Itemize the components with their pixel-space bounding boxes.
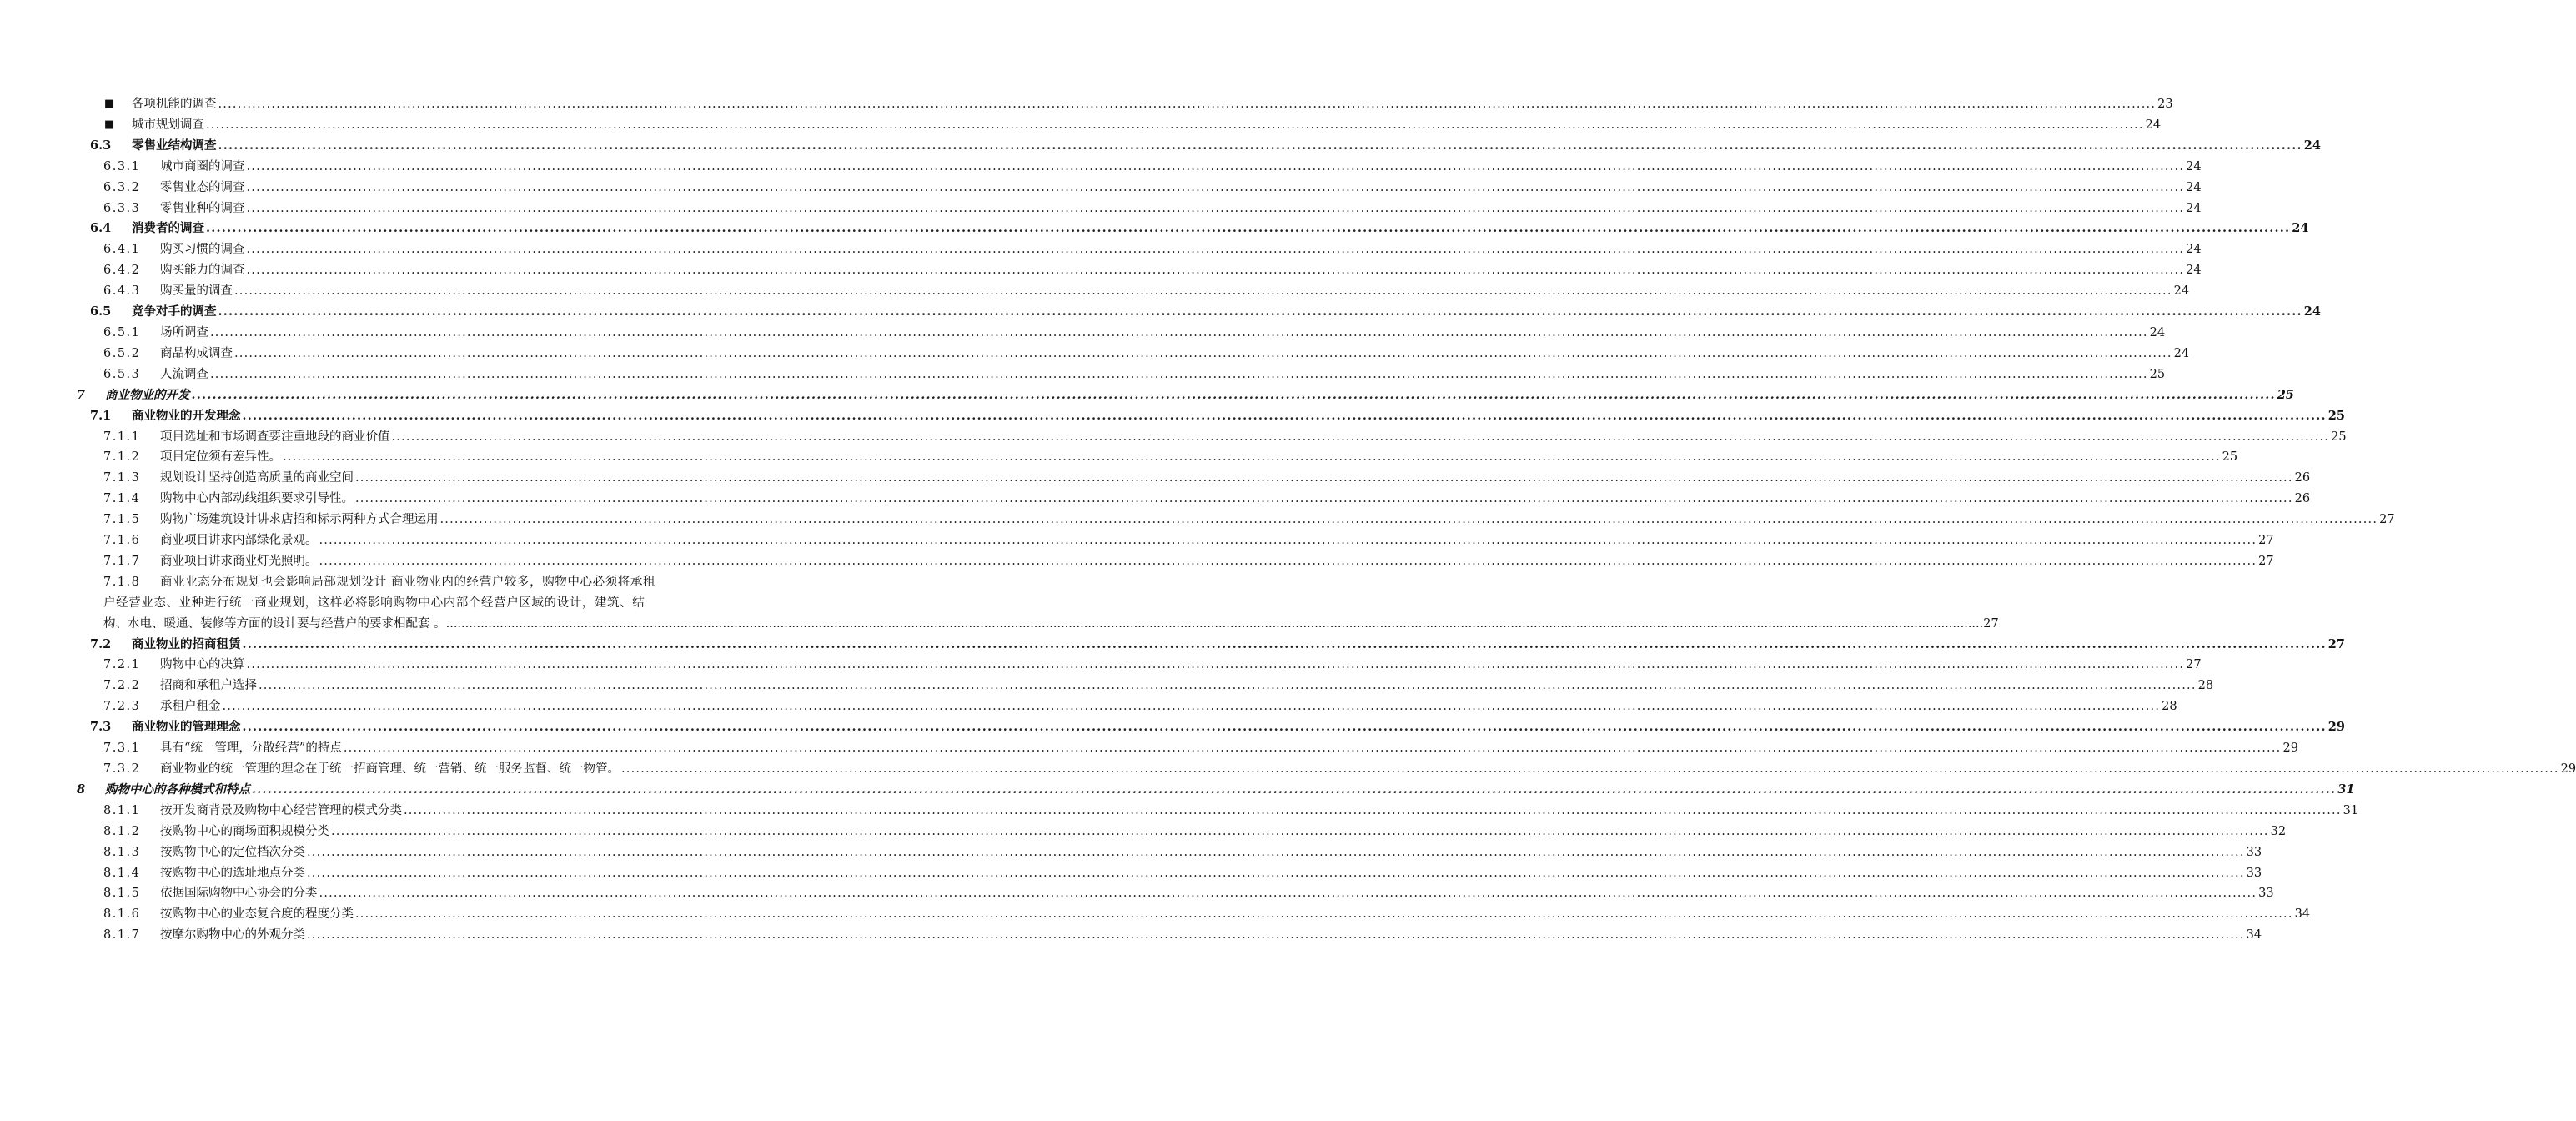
toc-leader-dots: ................................................................................................................................................................................................................................................................................................................................................................................................................	[234, 284, 2172, 299]
toc-entry-number: 6.3	[90, 138, 112, 153]
toc-entry-title: 购物中心内部动线组织要求引导性。	[160, 492, 354, 506]
toc-leader-dots: ................................................................................................................................................................................................................................................................................................................................................................................................................	[355, 492, 2293, 506]
toc-entry[interactable]	[0, 759, 2576, 780]
toc-entry-body	[105, 385, 2294, 406]
toc-page-number: 32	[2270, 824, 2287, 838]
toc-page-number: 25	[2327, 408, 2345, 423]
toc-entry-body	[160, 260, 2202, 281]
toc-page-number: 24	[2303, 304, 2321, 319]
toc-entry-number: 6.5	[90, 304, 112, 319]
toc-entry[interactable]	[0, 883, 2274, 904]
toc-entry-title: 依据国际购物中心协会的分类	[160, 887, 318, 901]
toc-entry-number: 8.1.6	[103, 907, 141, 922]
toc-page-number: 31	[2337, 782, 2355, 797]
toc-entry-title: 按购物中心的定位档次分类	[160, 845, 305, 859]
toc-entry-number: 7.3	[90, 720, 112, 735]
toc-entry-title: 按购物中心的业态复合度的程度分类	[160, 907, 354, 922]
toc-entry[interactable]	[0, 489, 2311, 510]
toc-entry-body	[105, 780, 2355, 801]
toc-entry-title: 购买量的调查	[160, 284, 233, 299]
toc-entry-number: 8.1.7	[103, 928, 141, 943]
toc-page-number: 33	[2246, 845, 2262, 859]
toc-leader-dots: ................................................................................................................................................................................................................................................................................................................................................................................................................	[343, 741, 2282, 756]
toc-entry-body	[160, 530, 2274, 551]
toc-page-number: 24	[2292, 221, 2309, 236]
toc-page-number: 25	[2277, 387, 2294, 402]
toc-entry[interactable]	[0, 260, 2202, 281]
toc-leader-dots: ................................................................................................................................................................................................................................................................................................................................................................................................................	[259, 679, 2197, 693]
toc-entry-body	[160, 510, 2395, 530]
toc-entry-title: 零售业态的调查	[160, 180, 245, 194]
toc-page-number: 33	[2258, 887, 2274, 901]
toc-leader-dots: ................................................................................................................................................................................................................................................................................................................................................................................................................	[246, 159, 2185, 173]
toc-leader-dots: ................................................................................................................................................................................................................................................................................................................................................................................................................	[246, 658, 2185, 672]
toc-page-number: 24	[2145, 118, 2162, 132]
toc-entry-number: 6.4.2	[103, 264, 141, 278]
toc-leader-dots: ................................................................................................................................................................................................................................................................................................................................................................................................................	[439, 513, 2378, 527]
toc-entry-body	[132, 219, 2309, 239]
toc-entry[interactable]	[0, 427, 2347, 448]
toc-entry-number: 7.1.8	[103, 575, 141, 589]
toc-entry-title: 户经营业态、业种进行统一商业规划，这样必将影响购物中心内部个经营户区域的设计，建筑、结	[103, 596, 645, 610]
toc-entry-title: 零售业种的调查	[160, 201, 245, 215]
toc-entry[interactable]	[0, 447, 2238, 468]
toc-entry[interactable]	[0, 406, 2345, 427]
toc-entry[interactable]	[0, 717, 2345, 738]
toc-entry-body	[160, 323, 2166, 344]
toc-entry-title: 招商和承租户选择	[160, 679, 257, 693]
toc-entry[interactable]	[0, 801, 2359, 822]
toc-entry-body	[132, 717, 2345, 738]
toc-entry-title: 城市商圈的调查	[160, 159, 245, 173]
toc-entry-title: 商业物业的开发	[105, 387, 190, 402]
toc-entry-body	[132, 635, 2345, 656]
toc-entry-body	[160, 863, 2262, 884]
toc-entry-body	[132, 94, 2173, 115]
toc-leader-dots: ................................................................................................................................................................................................................................................................................................................................................................................................................	[445, 616, 1984, 631]
toc-entry-body	[160, 468, 2311, 489]
toc-leader-dots: ................................................................................................................................................................................................................................................................................................................................................................................................................	[218, 98, 2157, 111]
toc-entry-body	[160, 801, 2359, 822]
toc-entry-last-line	[103, 614, 1999, 635]
toc-page-number: 24	[2303, 138, 2321, 153]
toc-entry-body	[160, 925, 2262, 946]
toc-entry-number: 7.2.1	[103, 658, 141, 672]
toc-entry[interactable]	[0, 676, 2214, 696]
toc-entry-title: 构、水电、暖通、装修等方面的设计要与经营户的要求相配套 。	[103, 616, 446, 631]
toc-page-number: 25	[2222, 450, 2238, 465]
toc-leader-dots: ................................................................................................................................................................................................................................................................................................................................................................................................................	[218, 138, 2302, 153]
toc-entry-title: 按摩尔购物中心的外观分类	[160, 928, 305, 943]
toc-leader-dots: ................................................................................................................................................................................................................................................................................................................................................................................................................	[246, 243, 2185, 257]
toc-entry-line	[0, 614, 1999, 635]
toc-entry-body	[160, 364, 2166, 385]
toc-entry-title: 规划设计坚持创造高质量的商业空间	[160, 471, 354, 485]
toc-entry-body	[160, 489, 2311, 510]
toc-entry-title: 零售业结构调查	[132, 138, 217, 153]
toc-entry-body	[160, 178, 2202, 199]
toc-entry-number: 8.1.5	[103, 887, 141, 901]
toc-leader-dots: ................................................................................................................................................................................................................................................................................................................................................................................................................	[191, 387, 2276, 402]
toc-entry-number: 8	[77, 782, 86, 797]
toc-page-number: 24	[2186, 243, 2202, 257]
toc-entry-title: 购买习惯的调查	[160, 243, 245, 257]
toc-page-number: 24	[2186, 201, 2202, 215]
toc-entry[interactable]	[0, 115, 2162, 136]
toc-page-number: 31	[2343, 803, 2359, 817]
toc-entry-number: 7.2.2	[103, 679, 141, 693]
toc-entry-body	[160, 842, 2262, 863]
toc-page-number: 25	[2331, 430, 2347, 444]
toc-entry-title: 商业项目讲求内部绿化景观。	[160, 534, 318, 548]
toc-entry-line	[0, 593, 792, 614]
toc-entry-body	[160, 344, 2190, 364]
toc-entry[interactable]	[0, 136, 2321, 157]
toc-page-number: 26	[2294, 492, 2311, 506]
toc-entry[interactable]	[0, 510, 2395, 530]
toc-page-number: 33	[2246, 866, 2262, 880]
toc-page-number: 28	[2197, 679, 2214, 693]
toc-leader-dots: ................................................................................................................................................................................................................................................................................................................................................................................................................	[218, 304, 2302, 319]
toc-entry-number: 7.1.2	[103, 450, 141, 465]
bullet-square-icon: ■	[104, 118, 115, 131]
toc-entry-title: 商业项目讲求商业灯光照明。	[160, 554, 318, 568]
toc-entry[interactable]	[0, 239, 2202, 260]
toc-page-number: 27	[2327, 636, 2345, 651]
toc-entry[interactable]	[0, 385, 2294, 406]
toc-entry-title: 商品构成调查	[160, 346, 233, 360]
toc-entry-number: 8.1.1	[103, 803, 141, 817]
toc-entry-number: 6.4	[90, 221, 112, 236]
toc-entry-title: 购买能力的调查	[160, 264, 245, 278]
toc-entry-body	[160, 904, 2311, 925]
toc-leader-dots: ................................................................................................................................................................................................................................................................................................................................................................................................................	[391, 430, 2330, 444]
toc-entry-number: 8.1.2	[103, 824, 141, 838]
toc-entry-line	[0, 572, 792, 593]
toc-leader-dots: ................................................................................................................................................................................................................................................................................................................................................................................................................	[355, 907, 2293, 922]
toc-page-number: 27	[2379, 513, 2395, 527]
toc-leader-dots: ................................................................................................................................................................................................................................................................................................................................................................................................................	[252, 782, 2337, 797]
toc-entry-title: 场所调查	[160, 325, 208, 339]
toc-page-number: 24	[2186, 180, 2202, 194]
toc-leader-dots: ................................................................................................................................................................................................................................................................................................................................................................................................................	[246, 201, 2185, 215]
toc-entry[interactable]	[0, 822, 2287, 842]
toc-entry-number: 7.1.6	[103, 534, 141, 548]
toc-entry-title: 商业物业的统一管理的理念在于统一招商管理、统一营销、统一服务监督、统一物管。	[160, 762, 620, 776]
toc-page-number: 34	[2246, 928, 2262, 943]
toc-leader-dots: ................................................................................................................................................................................................................................................................................................................................................................................................................	[621, 762, 2559, 776]
toc-entry[interactable]	[0, 925, 2262, 946]
toc-entry-body	[160, 759, 2576, 780]
toc-entry-number: 7.1.1	[103, 430, 141, 444]
toc-entry-number: 7.1.7	[103, 554, 141, 568]
toc-leader-dots: ................................................................................................................................................................................................................................................................................................................................................................................................................	[206, 118, 2144, 132]
toc-leader-dots: ................................................................................................................................................................................................................................................................................................................................................................................................................	[222, 700, 2161, 714]
toc-entry-number: 7.3.1	[103, 741, 141, 756]
toc-page-number: 34	[2294, 907, 2311, 922]
toc-entry[interactable]	[0, 904, 2311, 925]
toc-entry-number: 7.1.5	[103, 513, 141, 527]
toc-entry-number: 6.4.3	[103, 284, 141, 299]
toc-leader-dots: ................................................................................................................................................................................................................................................................................................................................................................................................................	[242, 636, 2327, 651]
toc-entry-title: 竞争对手的调查	[132, 304, 217, 319]
toc-entry[interactable]	[0, 157, 2202, 178]
toc-entry-number: 6.3.3	[103, 201, 141, 215]
toc-page-number: 29	[2327, 720, 2345, 735]
toc-entry[interactable]	[0, 468, 2311, 489]
toc-page-number: 27	[1983, 616, 1999, 631]
toc-entry[interactable]	[0, 281, 2190, 302]
toc-page-number: 27	[2186, 658, 2202, 672]
toc-entry-number: 7.1	[90, 408, 112, 423]
toc-leader-dots: ................................................................................................................................................................................................................................................................................................................................................................................................................	[307, 845, 2245, 859]
toc-leader-dots: ................................................................................................................................................................................................................................................................................................................................................................................................................	[210, 367, 2148, 381]
toc-page-number: 24	[2149, 325, 2166, 339]
toc-page-number: 29	[2560, 762, 2576, 776]
toc-leader-dots: ................................................................................................................................................................................................................................................................................................................................................................................................................	[319, 554, 2257, 568]
toc-entry-multiline[interactable]	[0, 572, 1999, 635]
toc-page-number: 26	[2294, 471, 2311, 485]
toc-entry-number: 7.2.3	[103, 700, 141, 714]
toc-page-number: 24	[2186, 264, 2202, 278]
toc-entry-title: 城市规划调查	[132, 118, 204, 132]
toc-entry-body	[160, 239, 2202, 260]
toc-entry-body	[160, 281, 2190, 302]
toc-entry-title: 按购物中心的选址地点分类	[160, 866, 305, 880]
toc-leader-dots: ................................................................................................................................................................................................................................................................................................................................................................................................................	[307, 928, 2245, 943]
toc-entry[interactable]	[0, 364, 2166, 385]
toc-leader-dots: ................................................................................................................................................................................................................................................................................................................................................................................................................	[319, 534, 2257, 548]
toc-entry-number: 7.3.2	[103, 762, 141, 776]
toc-entry-title: 按开发商背景及购物中心经营管理的模式分类	[160, 803, 402, 817]
toc-entry[interactable]	[0, 696, 2177, 717]
toc-entry-title: 商业业态分布规划也会影响局部规划设计 商业物业内的经营户较多，购物中心必须将承租	[160, 575, 656, 589]
toc-leader-dots: ................................................................................................................................................................................................................................................................................................................................................................................................................	[283, 450, 2221, 465]
toc-leader-dots: ................................................................................................................................................................................................................................................................................................................................................................................................................	[307, 866, 2245, 880]
toc-entry-title: 购物中心的决算	[160, 658, 245, 672]
toc-entry-number: 6.4.1	[103, 243, 141, 257]
toc-leader-dots: ................................................................................................................................................................................................................................................................................................................................................................................................................	[331, 824, 2269, 838]
toc-leader-dots: ................................................................................................................................................................................................................................................................................................................................................................................................................	[355, 471, 2293, 485]
toc-entry-number: 7	[77, 387, 86, 402]
toc-entry-title: 具有“统一管理，分散经营”的特点	[160, 741, 342, 756]
toc-entry[interactable]	[0, 94, 2173, 115]
toc-entry[interactable]	[0, 842, 2262, 863]
toc-entry-body	[160, 447, 2238, 468]
toc-entry[interactable]	[0, 863, 2262, 884]
toc-entry-number: 8.1.3	[103, 845, 141, 859]
toc-entry-number: 6.5.3	[103, 367, 141, 381]
toc-entry-body	[160, 696, 2177, 717]
toc-entry-body	[160, 738, 2298, 759]
toc-entry[interactable]	[0, 635, 2345, 656]
toc-entry-number: 6.3.2	[103, 180, 141, 194]
toc-entry[interactable]	[0, 302, 2321, 323]
toc-entry[interactable]	[0, 738, 2298, 759]
toc-entry-body	[160, 551, 2274, 572]
toc-leader-dots: ................................................................................................................................................................................................................................................................................................................................................................................................................	[404, 803, 2342, 817]
toc-page-number: 24	[2173, 284, 2190, 299]
toc-entry-title: 项目定位须有差异性。	[160, 450, 281, 465]
toc-leader-dots: ................................................................................................................................................................................................................................................................................................................................................................................................................	[210, 325, 2148, 339]
toc-entry-body	[132, 115, 2162, 136]
toc-entry[interactable]	[0, 344, 2190, 364]
toc-leader-dots: ................................................................................................................................................................................................................................................................................................................................................................................................................	[242, 720, 2327, 735]
toc-entry-body	[132, 406, 2345, 427]
toc-entry-title: 商业物业的招商租赁	[132, 636, 241, 651]
toc-entry-title: 购物广场建筑设计讲求店招和标示两种方式合理运用	[160, 513, 439, 527]
toc-entry-body	[132, 136, 2321, 157]
toc-page-number: 24	[2186, 159, 2202, 173]
toc-leader-dots: ................................................................................................................................................................................................................................................................................................................................................................................................................	[246, 264, 2185, 278]
toc-page-number: 27	[2258, 554, 2274, 568]
toc-entry-title: 承租户租金	[160, 700, 221, 714]
toc-entry-body	[160, 157, 2202, 178]
toc-entry-title: 按购物中心的商场面积规模分类	[160, 824, 329, 838]
toc-entry[interactable]	[0, 655, 2202, 676]
toc-page-number: 23	[2157, 98, 2173, 111]
toc-entry[interactable]	[0, 178, 2202, 199]
toc-entry[interactable]	[0, 199, 2202, 219]
bullet-square-icon: ■	[104, 98, 115, 110]
toc-entry-title: 各项机能的调查	[132, 98, 217, 111]
toc-entry-number: 8.1.4	[103, 866, 141, 880]
toc-entry-number: 7.1.3	[103, 471, 141, 485]
toc-entry[interactable]	[0, 530, 2274, 551]
toc-page-number: 29	[2282, 741, 2298, 756]
toc-entry-title: 消费者的调查	[132, 221, 204, 236]
toc-leader-dots: ................................................................................................................................................................................................................................................................................................................................................................................................................	[246, 180, 2185, 194]
toc-entry-body	[160, 655, 2202, 676]
toc-entry-title: 购物中心的各种模式和特点	[105, 782, 250, 797]
toc-leader-dots: ................................................................................................................................................................................................................................................................................................................................................................................................................	[234, 346, 2172, 360]
toc-entry[interactable]	[0, 551, 2274, 572]
toc-leader-dots: ................................................................................................................................................................................................................................................................................................................................................................................................................	[206, 221, 2291, 236]
toc-entry-title: 项目选址和市场调查要注重地段的商业价值	[160, 430, 390, 444]
toc-entry-body	[160, 822, 2287, 842]
toc-entry-body	[160, 427, 2347, 448]
toc-page-number: 24	[2173, 346, 2190, 360]
toc-entry-body	[132, 302, 2321, 323]
toc-page-number: 25	[2149, 367, 2166, 381]
toc-entry-body	[160, 883, 2274, 904]
toc-leader-dots: ................................................................................................................................................................................................................................................................................................................................................................................................................	[319, 887, 2257, 901]
toc-entry-title: 商业物业的开发理念	[132, 408, 241, 423]
toc-entry[interactable]	[0, 219, 2309, 239]
toc-entry-number: 6.3.1	[103, 159, 141, 173]
toc-entry-number: 6.5.2	[103, 346, 141, 360]
toc-entry-number: 6.5.1	[103, 325, 141, 339]
toc-page-number: 27	[2258, 534, 2274, 548]
table-of-contents	[0, 94, 2576, 946]
toc-entry-body	[160, 676, 2214, 696]
toc-page-number: 28	[2162, 700, 2177, 714]
toc-entry-title: 人流调查	[160, 367, 208, 381]
toc-entry-number: 7.2	[90, 636, 112, 651]
toc-entry-number: 7.1.4	[103, 492, 141, 506]
toc-entry-body	[160, 199, 2202, 219]
toc-entry[interactable]	[0, 780, 2355, 801]
toc-entry[interactable]	[0, 323, 2166, 344]
toc-entry-title: 商业物业的管理理念	[132, 720, 241, 735]
toc-leader-dots: ................................................................................................................................................................................................................................................................................................................................................................................................................	[242, 408, 2327, 423]
